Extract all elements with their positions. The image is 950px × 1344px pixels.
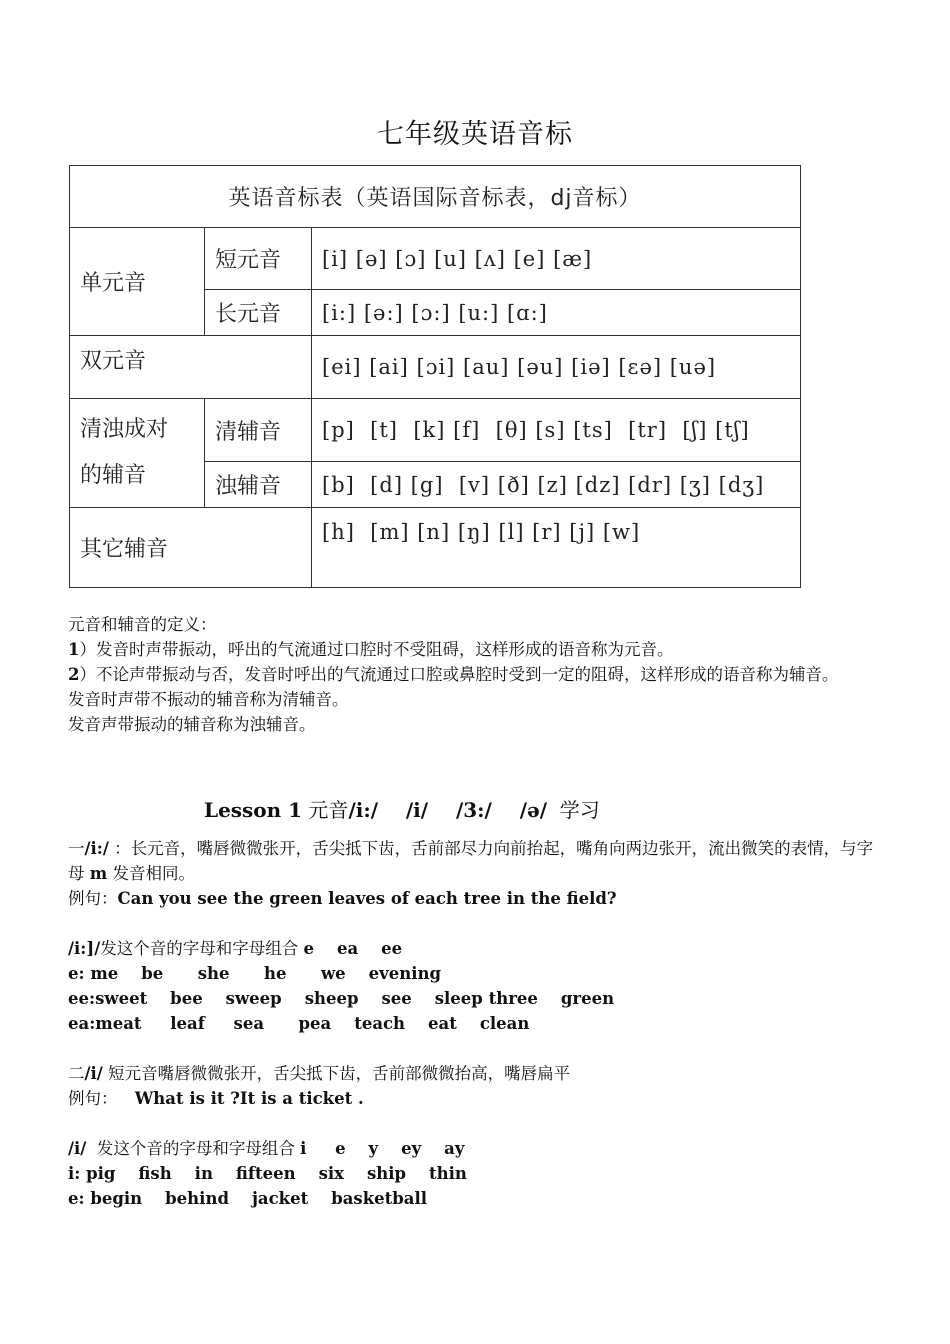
section-prefix: 一 — [68, 839, 85, 858]
word-list-ee: ee:sweet bee sweep sheep see sleep three green — [68, 989, 615, 1008]
voiceless-symbols: [p] [t] [k] [f] [θ] [s] [ts] [tr] [ʃ] [tʃ] — [312, 399, 801, 462]
paired-consonants-line1: 清浊成对 — [80, 417, 169, 442]
letters-description: 发这个音的字母和字母组合 — [86, 1139, 301, 1158]
word-list-i: i: pig fish in fifteen six ship thin — [68, 1164, 467, 1183]
word-list-e: e: me be she he we evening — [68, 964, 442, 983]
letter-combinations: e ea ee — [303, 939, 403, 958]
lesson-heading — [204, 794, 600, 823]
subcategory-voiceless: 清辅音 — [205, 399, 312, 462]
word-list-e2: e: begin behind jacket basketball — [68, 1189, 428, 1208]
category-paired-consonants — [70, 399, 205, 508]
letter-reference: m — [89, 864, 108, 883]
subcategory-long-vowel: 长元音 — [205, 290, 312, 336]
short-i-letters — [68, 1136, 888, 1161]
example-sentence: Can you see the green leaves of each tree in the field? — [117, 889, 617, 908]
table-row — [70, 336, 801, 399]
subcategory-voiced: 浊辅音 — [205, 462, 312, 508]
section-prefix: 二 — [68, 1064, 85, 1083]
example-sentence: What is it ?It is a ticket . — [117, 1089, 364, 1108]
phoneme-description: 短元音嘴唇微微张开，舌尖抵下齿，舌前部微微抬高，嘴唇扁平 — [102, 1064, 571, 1083]
word-list-ea: ea:meat leaf sea pea teach eat clean — [68, 1014, 530, 1033]
short-vowel-symbols: [i] [ə] [ɔ] [u] [ʌ] [e] [æ] — [312, 228, 801, 290]
category-diphthong: 双元音 — [70, 336, 312, 399]
phonetic-table — [69, 165, 801, 588]
definition-1 — [68, 637, 888, 662]
definition-1-text: ）发音时声带振动，呼出的气流通过口腔时不受阻碍，这样形成的语音称为元音。 — [79, 640, 674, 659]
long-i-letters — [68, 936, 888, 961]
other-consonant-symbols: [h] [m] [n] [ŋ] [l] [r] [j] [w] — [312, 508, 801, 588]
lesson-vowel-label: 元音 — [302, 798, 349, 822]
phoneme-description-end: 发音相同。 — [107, 864, 195, 883]
definition-2-text: ）不论声带振动与否，发音时呼出的气流通过口腔或鼻腔时受到一定的阻碍，这样形成的语音称为辅音。 — [79, 665, 839, 684]
table-row — [70, 508, 801, 588]
paired-consonants-line2: 的辅音 — [80, 463, 147, 488]
letter-combinations: i e y ey ay — [300, 1139, 465, 1158]
spacer — [68, 1036, 888, 1061]
section-long-i — [68, 836, 888, 1211]
table-header-row — [70, 166, 801, 228]
letters-description: 发这个音的字母和字母组合 — [100, 939, 304, 958]
subcategory-short-vowel: 短元音 — [205, 228, 312, 290]
example-label: 例句： — [68, 889, 118, 908]
category-monophthong: 单元音 — [70, 228, 205, 336]
spacer — [68, 911, 888, 936]
letters-phoneme: /i:]/ — [68, 939, 101, 958]
definition-2 — [68, 662, 888, 687]
table-row — [70, 399, 801, 462]
long-i-description — [68, 836, 888, 886]
table-header: 英语音标表（英语国际音标表，dj音标） — [70, 166, 801, 228]
lesson-number: Lesson 1 — [204, 798, 303, 822]
short-i-example — [68, 1086, 888, 1111]
long-i-example — [68, 886, 888, 911]
definitions-block — [68, 612, 888, 737]
page-title: 七年级英语音标 — [377, 119, 573, 150]
voiceless-definition: 发音时声带不振动的辅音称为清辅音。 — [68, 690, 349, 709]
category-other-consonants: 其它辅音 — [70, 508, 312, 588]
letters-phoneme: /i/ — [68, 1139, 87, 1158]
definitions-heading: 元音和辅音的定义： — [68, 615, 217, 634]
diphthong-symbols: [ei] [ai] [ɔi] [au] [əu] [iə] [εə] [uə] — [312, 336, 801, 399]
phoneme-symbol: /i:/ — [84, 839, 109, 858]
short-i-description — [68, 1061, 888, 1086]
phoneme-symbol: /i/ — [84, 1064, 103, 1083]
long-vowel-symbols: [i:] [ə:] [ɔ:] [u:] [ɑ:] — [312, 290, 801, 336]
example-label: 例句： — [68, 1089, 118, 1108]
table-row — [70, 228, 801, 290]
voiced-symbols: [b] [d] [g] [v] [ð] [z] [dz] [dr] [ʒ] [dʒ] — [312, 462, 801, 508]
lesson-study-label: 学习 — [547, 798, 600, 822]
lesson-phonemes: /i:/ /i/ /3:/ /ə/ — [348, 798, 548, 822]
spacer — [68, 1111, 888, 1136]
definition-2-number: 2 — [68, 665, 80, 684]
phoneme-description: ：长元音，嘴唇微微张开，舌尖抵下齿，舌前部尽力向前抬起，嘴角向两边张开，流出微笑的表情，与字母 — [68, 839, 874, 883]
definition-1-number: 1 — [68, 640, 80, 659]
voiced-definition: 发音声带振动的辅音称为浊辅音。 — [68, 715, 316, 734]
